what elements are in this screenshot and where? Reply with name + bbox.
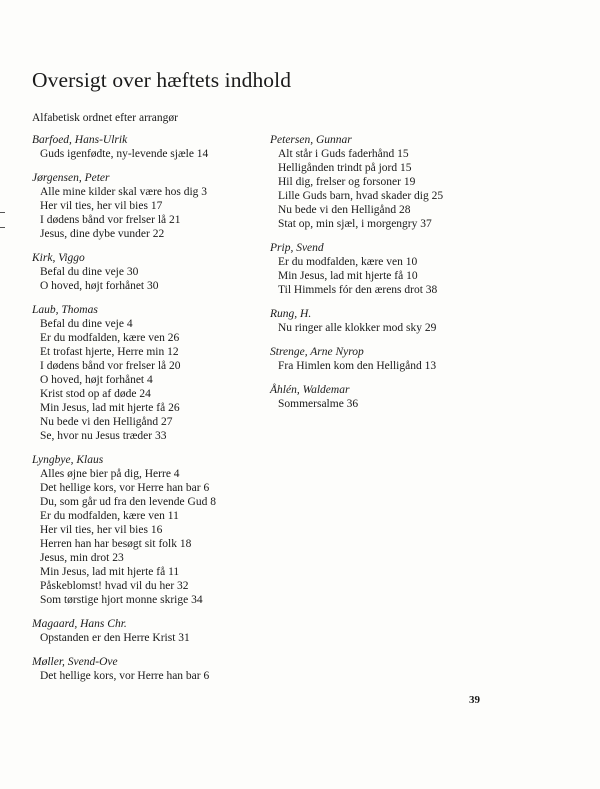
left-column — [32, 133, 262, 683]
index-entry: Er du modfalden, kære ven 26 — [40, 332, 180, 344]
index-entry: Jesus, min drot 23 — [40, 552, 124, 564]
index-entry-group — [32, 133, 262, 161]
index-entry: Nu ringer alle klokker mod sky 29 — [278, 322, 437, 334]
index-entry: Se, hvor nu Jesus træder 33 — [40, 430, 167, 442]
margin-mark — [0, 227, 5, 228]
arranger-name: Petersen, Gunnar — [270, 134, 352, 146]
page-subtitle: Alfabetisk ordnet efter arrangør — [32, 112, 178, 124]
index-entry: Opstanden er den Herre Krist 31 — [40, 632, 190, 644]
arranger-name: Lyngbye, Klaus — [32, 454, 104, 466]
index-entry-group — [270, 307, 510, 335]
index-entry: Alt står i Guds faderhånd 15 — [278, 148, 409, 160]
index-entry: Jesus, dine dybe vunder 22 — [40, 228, 165, 240]
index-entry: Min Jesus, lad mit hjerte få 11 — [40, 566, 180, 578]
index-entry: I dødens bånd vor frelser lå 21 — [40, 214, 181, 226]
arranger-name: Prip, Svend — [270, 242, 324, 254]
index-entry: Herren han har besøgt sit folk 18 — [40, 538, 192, 550]
index-entry-group — [270, 345, 510, 373]
index-entry: Min Jesus, lad mit hjerte få 26 — [40, 402, 180, 414]
index-entry: Min Jesus, lad mit hjerte få 10 — [278, 270, 418, 282]
index-entry: Krist stod op af døde 24 — [40, 388, 151, 400]
index-entry: Helligånden trindt på jord 15 — [278, 162, 412, 174]
arranger-name: Rung, H. — [270, 308, 312, 320]
index-entry-group — [270, 241, 510, 297]
index-entry-group — [32, 617, 262, 645]
index-entry: Lille Guds barn, hvad skader dig 25 — [278, 190, 444, 202]
index-entry: Du, som går ud fra den levende Gud 8 — [40, 496, 216, 508]
arranger-name: Laub, Thomas — [32, 304, 98, 316]
index-entry-group — [32, 171, 262, 241]
arranger-name: Magaard, Hans Chr. — [32, 618, 127, 630]
arranger-name: Kirk, Viggo — [32, 252, 85, 264]
page-title: Oversigt over hæftets indhold — [32, 68, 292, 92]
index-entry: Hil dig, frelser og forsoner 19 — [278, 176, 416, 188]
arranger-name: Jørgensen, Peter — [32, 172, 110, 184]
margin-mark — [0, 212, 5, 213]
index-entry: Er du modfalden, kære ven 11 — [40, 510, 179, 522]
index-entry: Fra Himlen kom den Helligånd 13 — [278, 360, 437, 372]
index-entry: Det hellige kors, vor Herre han bar 6 — [40, 670, 210, 682]
right-column — [270, 133, 510, 411]
index-entry-group — [270, 133, 510, 231]
index-entry: Til Himmels fór den ærens drot 38 — [278, 284, 438, 296]
index-entry: O hoved, højt forhånet 30 — [40, 280, 159, 292]
page-number: 39 — [469, 694, 480, 706]
index-entry: Guds igenfødte, ny-levende sjæle 14 — [40, 148, 209, 160]
arranger-name: Strenge, Arne Nyrop — [270, 346, 364, 358]
index-entry-group — [270, 383, 510, 411]
index-entry-group — [32, 251, 262, 293]
index-entry: Som tørstige hjort monne skrige 34 — [40, 594, 203, 606]
index-entry: Her vil ties, her vil bies 17 — [40, 200, 163, 212]
index-entry: Et trofast hjerte, Herre min 12 — [40, 346, 179, 358]
index-entry-group — [32, 303, 262, 443]
arranger-name: Åhlén, Waldemar — [270, 384, 350, 396]
index-entry: Befal du dine veje 30 — [40, 266, 139, 278]
index-entry: Sommersalme 36 — [278, 398, 359, 410]
index-entry: Alles øjne bier på dig, Herre 4 — [40, 468, 180, 480]
index-entry: I dødens bånd vor frelser lå 20 — [40, 360, 181, 372]
index-entry: Nu bede vi den Helligånd 27 — [40, 416, 173, 428]
index-entry: Her vil ties, her vil bies 16 — [40, 524, 163, 536]
index-entry: Det hellige kors, vor Herre han bar 6 — [40, 482, 210, 494]
index-entry-group — [32, 655, 262, 683]
index-entry: Påskeblomst! hvad vil du her 32 — [40, 580, 189, 592]
arranger-name: Barfoed, Hans-Ulrik — [32, 134, 128, 146]
index-entry-group — [32, 453, 262, 607]
index-entry: Er du modfalden, kære ven 10 — [278, 256, 418, 268]
index-entry: Befal du dine veje 4 — [40, 318, 133, 330]
arranger-name: Møller, Svend-Ove — [32, 656, 118, 668]
index-entry: Alle mine kilder skal være hos dig 3 — [40, 186, 208, 198]
index-entry: Stat op, min sjæl, i morgengry 37 — [278, 218, 432, 230]
index-entry: O hoved, højt forhånet 4 — [40, 374, 153, 386]
index-entry: Nu bede vi den Helligånd 28 — [278, 204, 411, 216]
